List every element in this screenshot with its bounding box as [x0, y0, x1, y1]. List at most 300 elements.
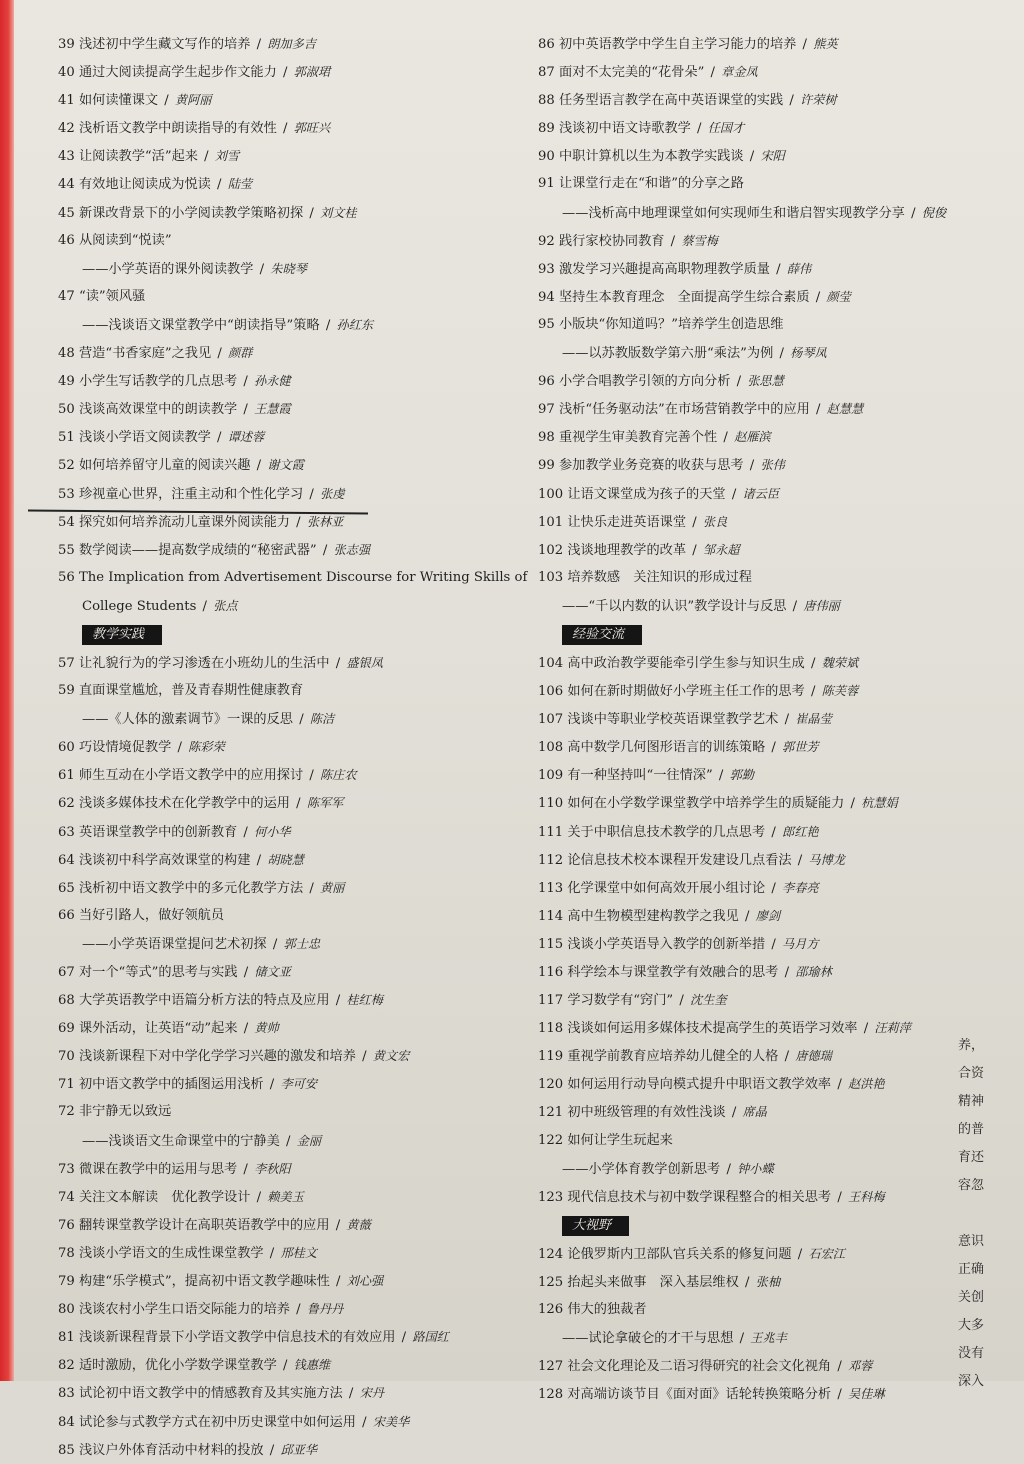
entry-author: 杭慧娟: [861, 796, 898, 811]
entry-number: 68: [58, 993, 75, 1009]
entry-title: 对一个“等式”的思考与实践: [78, 965, 238, 980]
entry-number: 42: [58, 121, 75, 137]
toc-subtitle: College Students / 张点: [82, 598, 238, 614]
toc-entry: 127 社会文化理论及二语习得研究的社会文化视角 / 邓蓉: [538, 1359, 873, 1375]
entry-number: 108: [538, 740, 564, 756]
toc-entry: 43 让阅读教学“活”起来 / 刘雪: [58, 149, 240, 165]
entry-number: 69: [58, 1021, 75, 1037]
entry-title: 浅谈多媒体技术在化学教学中的运用: [78, 796, 290, 812]
entry-title: 从阅读到“悦读”: [78, 232, 172, 248]
entry-number: 61: [58, 768, 75, 784]
toc-entry: 44 有效地让阅读成为悦读 / 陆莹: [58, 177, 253, 193]
entry-number: 90: [538, 149, 555, 165]
entry-author: 汪莉萍: [874, 1021, 911, 1036]
entry-title: 浅谈农村小学生口语交际能力的培养: [78, 1302, 290, 1318]
toc-column-left: [58, 30, 528, 1464]
entry-author: 郎红艳: [782, 824, 819, 839]
entry-title: 让快乐走进英语课堂: [567, 514, 687, 530]
entry-number: 100: [538, 486, 564, 502]
entry-author: 李可安: [280, 1077, 317, 1092]
entry-title: 高中政治教学要能牵引学生参与知识生成: [567, 655, 805, 671]
toc-entry: 57 让礼貌行为的学习渗透在小班幼儿的生活中 / 盛银凤: [58, 655, 383, 671]
entry-number: 59: [58, 683, 75, 699]
entry-author: 王科梅: [847, 1189, 885, 1204]
entry-number: 81: [58, 1330, 75, 1346]
entry-title: 重视学前教育应培养幼儿健全的人格: [567, 1049, 779, 1065]
entry-title: 适时激励，优化小学数学课堂教学: [78, 1358, 277, 1374]
entry-title: 非宁静无以致远: [78, 1104, 172, 1120]
entry-author: 储文亚: [254, 965, 291, 979]
entry-title: 对高端访谈节目《面对面》话轮转换策略分析: [567, 1387, 832, 1403]
entry-title: 浅谈初中科学高效课堂的构建: [78, 852, 251, 868]
toc-entry: [538, 1127, 948, 1155]
entry-title: 中职计算机以生为本教学实践谈: [558, 149, 744, 165]
entry-title: 参加教学业务竞赛的收获与思考: [558, 458, 744, 474]
fragment-line: [958, 780, 1024, 808]
entry-number: 85: [58, 1442, 75, 1458]
toc-entry: 68 大学英语教学中语篇分析方法的特点及应用 / 桂红梅: [58, 993, 383, 1009]
toc-entry: 120 如何运用行动导向模式提升中职语文教学效率 / 赵洪艳: [538, 1077, 885, 1093]
entry-author: 孙红东: [336, 317, 374, 332]
entry-number: 46: [58, 232, 75, 248]
entry-title: 师生互动在小学语文教学中的应用探讨: [78, 768, 304, 784]
entry-title: 如何读懂课文: [78, 93, 159, 109]
toc-entry: 80 浅谈农村小学生口语交际能力的培养 / 鲁丹丹: [58, 1302, 344, 1318]
entry-number: 64: [58, 852, 75, 868]
entry-author: 谢文霞: [267, 458, 304, 473]
entry-author: 朱晓琴: [270, 261, 307, 276]
entry-title: 巧设情境促教学: [78, 740, 172, 756]
entry-title: 社会文化理论及二语习得研究的社会文化视角: [567, 1359, 832, 1375]
entry-author: 沈生奎: [690, 993, 727, 1008]
entry-author: 钱惠维: [293, 1358, 331, 1373]
fragment-line: [958, 640, 1024, 668]
entry-title: ——小学英语的课外阅读教学: [82, 261, 254, 277]
entry-title: “读”领风骚: [78, 288, 146, 304]
entry-title: 高中生物模型建构教学之我见: [567, 908, 739, 924]
toc-entry: 69 课外活动，让英语“动”起来 / 黄帅: [58, 1021, 279, 1037]
fragment-line: 精神: [958, 1094, 985, 1109]
toc-subtitle: ——以苏教版数学第六册“乘法”为例 / 杨琴凤: [562, 346, 827, 362]
entry-number: 122: [538, 1132, 564, 1148]
entry-number: 51: [58, 430, 75, 446]
fragment-line: 没有: [958, 1346, 985, 1361]
fragment-line: [958, 976, 1024, 1004]
entry-number: 62: [58, 796, 75, 812]
fragment-line: 意识: [958, 1234, 985, 1249]
entry-author: 王慧霞: [254, 402, 291, 417]
entry-number: 91: [538, 176, 555, 192]
entry-author: 钟小蝶: [737, 1161, 774, 1176]
toc-entry: 42 浅析语文教学中朗读指导的有效性 / 郭旺兴: [58, 121, 331, 137]
entry-title: 浅析初中语文教学中的多元化教学方法: [78, 880, 304, 896]
entry-author: 盛银凤: [346, 655, 383, 670]
entry-title: 当好引路人，做好领航员: [78, 907, 225, 923]
toc-entry: 99 参加教学业务竞赛的收获与思考 / 张伟: [538, 458, 785, 474]
entry-title: 浅谈小学英语导入教学的创新举措: [567, 936, 766, 952]
entry-number: 110: [538, 796, 564, 812]
entry-number: 107: [538, 712, 564, 728]
toc-entry: 121 初中班级管理的有效性浅谈 / 席晶: [538, 1105, 767, 1121]
entry-number: 101: [538, 514, 564, 530]
entry-number: 74: [58, 1189, 75, 1205]
entry-number: 72: [58, 1104, 75, 1120]
toc-entry: 79 构建“乐学模式”，提高初中语文教学趣味性 / 刘心强: [58, 1274, 384, 1290]
toc-entry: 76 翻转课堂教学设计在高职英语教学中的应用 / 黄薇: [58, 1217, 371, 1233]
entry-title: 让礼貌行为的学习渗透在小班幼儿的生活中: [78, 655, 330, 671]
toc-entry: [538, 170, 948, 198]
toc-entry: 123 现代信息技术与初中数学课程整合的相关思考 / 王科梅: [538, 1189, 885, 1205]
toc-entry: 107 浅谈中等职业学校英语课堂教学艺术 / 崔晶莹: [538, 712, 832, 728]
entry-number: 56: [58, 569, 75, 585]
entry-number: 73: [58, 1161, 75, 1177]
toc-entry: 83 试论初中语文教学中的情感教育及其实施方法 / 宋丹: [58, 1386, 384, 1402]
fragment-line: [958, 696, 1024, 724]
entry-author: 刘心强: [346, 1274, 384, 1289]
entry-number: 117: [538, 993, 564, 1009]
entry-number: 92: [538, 233, 555, 249]
fragment-line: [958, 892, 1024, 920]
entry-title: 浅述初中学生藏文写作的培养: [78, 37, 251, 52]
entry-number: 43: [58, 149, 75, 165]
entry-title: 关注文本解读 优化教学设计: [78, 1189, 251, 1205]
entry-number: 70: [58, 1049, 75, 1065]
entry-number: 98: [538, 430, 555, 446]
entry-author: 李春亮: [782, 880, 819, 895]
entry-author: 金丽: [296, 1133, 322, 1148]
entry-author: 胡晓慧: [267, 852, 304, 867]
section-heading: 大视野: [562, 1216, 629, 1236]
entry-title: 浅谈高效课堂中的朗读教学: [78, 402, 238, 418]
toc-subtitle: ——试论拿破仑的才干与思想 / 王兆丰: [562, 1331, 787, 1347]
toc-entry: [58, 677, 528, 705]
entry-title: 伟大的独裁者: [567, 1302, 647, 1318]
toc-entry: 85 浅议户外体育活动中材料的投放 / 邱亚华: [58, 1442, 317, 1458]
toc-entry: 87 面对不太完美的“花骨朵” / 章金凤: [538, 65, 758, 81]
toc-entry: 100 让语文课堂成为孩子的天堂 / 诸云臣: [538, 486, 780, 502]
toc-entry: 101 让快乐走进英语课堂 / 张良: [538, 514, 728, 530]
toc-entry: 48 营造“书香家庭”之我见 / 颜群: [58, 346, 253, 362]
entry-title: 践行家校协同教育: [558, 233, 665, 249]
entry-title: The Implication from Advertisement Discourse for Writing Skills of: [78, 569, 528, 585]
toc-entry: 60 巧设情境促教学 / 陈彩荣: [58, 740, 225, 756]
section-heading: 教学实践: [82, 625, 162, 645]
entry-author: 张伟: [760, 458, 785, 473]
entry-author: 郭勤: [729, 768, 754, 783]
entry-number: 79: [58, 1274, 75, 1290]
entry-title: 让课堂行走在“和谐”的分享之路: [558, 176, 744, 192]
entry-author: 陆莹: [227, 177, 253, 192]
toc-entry: 96 小学合唱教学引领的方向分析 / 张思慧: [538, 374, 784, 390]
entry-author: 颜莹: [826, 289, 851, 304]
toc-entry: 54 探究如何培养流动儿童课外阅读能力 / 张林亚: [58, 514, 344, 530]
entry-author: 刘文桂: [320, 205, 357, 220]
entry-number: 41: [58, 93, 75, 109]
entry-title: 如何在小学数学课堂教学中培养学生的质疑能力: [567, 796, 845, 812]
entry-title: 高中数学几何图形语言的训练策略: [567, 740, 766, 756]
entry-number: 126: [538, 1302, 564, 1318]
entry-author: 赵慧慧: [826, 402, 864, 417]
entry-number: 76: [58, 1217, 75, 1233]
toc-entry: 128 对高端访谈节目《面对面》话轮转换策略分析 / 吴佳琳: [538, 1387, 885, 1403]
toc-entry: 74 关注文本解读 优化教学设计 / 赖美玉: [58, 1189, 304, 1205]
entry-author: 黄阿丽: [174, 93, 212, 108]
entry-author: 薛伟: [786, 261, 812, 276]
toc-subtitle: ——浅谈语文课堂教学中“朗读指导”策略 / 孙红东: [82, 317, 374, 333]
entry-number: 118: [538, 1021, 564, 1037]
entry-title: ——浅谈语文课堂教学中“朗读指导”策略: [82, 317, 320, 333]
toc-entry: 71 初中语文教学中的插图运用浅析 / 李可安: [58, 1077, 317, 1093]
entry-author: 颜群: [227, 346, 253, 361]
toc-entry: 97 浅析“任务驱动法”在市场营销教学中的应用 / 赵慧慧: [538, 402, 864, 418]
entry-number: 47: [58, 288, 75, 304]
toc-entry: 55 数学阅读——提高数学成绩的“秘密武器” / 张志强: [58, 542, 371, 558]
entry-title: 让语文课堂成为孩子的天堂: [567, 486, 726, 502]
entry-title: 有一种坚持叫“一往情深”: [567, 768, 713, 784]
toc-subtitle: ——小学英语课堂提问艺术初探 / 郭士忠: [82, 936, 321, 952]
entry-title: 珍视童心世界，注重主动和个性化学习: [78, 486, 304, 502]
entry-title: 浅谈新课程下对中学化学学习兴趣的激发和培养: [78, 1049, 356, 1065]
fragment-line: 容忽: [958, 1178, 985, 1193]
entry-author: 张林亚: [306, 514, 344, 529]
entry-number: 65: [58, 880, 75, 896]
entry-number: 95: [538, 316, 555, 332]
entry-title: 浅谈新课程背景下小学语文教学中信息技术的有效应用: [78, 1330, 396, 1346]
entry-number: 103: [538, 569, 564, 585]
fragment-line: 大多: [958, 1318, 985, 1333]
entry-author: 马月方: [782, 936, 819, 951]
toc-entry: 118 浅谈如何运用多媒体技术提高学生的英语学习效率 / 汪莉萍: [538, 1021, 911, 1037]
entry-author: 席晶: [742, 1105, 767, 1120]
entry-number: 89: [538, 121, 555, 137]
entry-author: 李秋阳: [254, 1161, 291, 1176]
toc-entry: 112 论信息技术校本课程开发建设几点看法 / 马博龙: [538, 852, 845, 868]
entry-number: 63: [58, 824, 75, 840]
entry-author: 诸云臣: [742, 486, 780, 501]
entry-author: 陈彩荣: [188, 740, 225, 755]
entry-author: 廖剑: [755, 908, 781, 923]
entry-author: 倪俊: [921, 205, 947, 220]
entry-title: 学习数学有“窍门”: [567, 993, 674, 1009]
entry-title: 小学合唱教学引领的方向分析: [558, 374, 731, 390]
entry-title: 任务型语言教学在高中英语课堂的实践: [558, 93, 784, 109]
entry-number: 125: [538, 1274, 564, 1290]
toc-entry: [538, 1296, 948, 1324]
entry-title: 如何运用行动导向模式提升中职语文教学效率: [567, 1077, 832, 1093]
entry-title: 小学生写话教学的几点思考: [78, 374, 238, 390]
entry-author: 张良: [702, 514, 728, 529]
entry-number: 102: [538, 542, 564, 558]
fragment-line: [958, 1200, 1024, 1228]
entry-author: 黄薇: [346, 1217, 371, 1232]
entry-number: 55: [58, 542, 75, 558]
toc-entry: 73 微课在教学中的运用与思考 / 李秋阳: [58, 1161, 291, 1177]
entry-title: ——以苏教版数学第六册“乘法”为例: [562, 346, 774, 362]
entry-author: 张志强: [333, 542, 371, 557]
entry-number: 93: [538, 261, 555, 277]
entry-author: 郭世芳: [782, 740, 819, 755]
entry-title: ——《人体的激素调节》一课的反思: [82, 712, 293, 728]
entry-author: 蔡雪梅: [681, 233, 718, 248]
toc-entry: 50 浅谈高效课堂中的朗读教学 / 王慧霞: [58, 402, 291, 418]
entry-number: 104: [538, 655, 564, 671]
toc-entry: [58, 1098, 528, 1126]
entry-number: 111: [538, 824, 564, 840]
entry-author: 邱亚华: [280, 1442, 317, 1457]
entry-author: 熊英: [813, 37, 838, 51]
entry-title: 如何让学生玩起来: [567, 1132, 673, 1148]
entry-number: 54: [58, 514, 75, 530]
entry-number: 119: [538, 1049, 564, 1065]
toc-entry: 93 激发学习兴趣提高高职物理教学质量 / 薛伟: [538, 261, 812, 277]
toc-entry: 115 浅谈小学英语导入教学的创新举措 / 马月方: [538, 936, 819, 952]
toc-entry: 53 珍视童心世界，注重主动和个性化学习 / 张虔: [58, 486, 345, 502]
entry-title: 初中语文教学中的插图运用浅析: [78, 1077, 264, 1093]
entry-author: 唐伟丽: [803, 598, 840, 613]
entry-title: ——试论拿破仑的才干与思想: [562, 1331, 734, 1347]
entry-number: 115: [538, 936, 564, 952]
entry-title: 化学课堂中如何高效开展小组讨论: [567, 880, 766, 896]
entry-title: ——小学英语课堂提问艺术初探: [82, 936, 267, 952]
toc-entry: 86 初中英语教学中学生自主学习能力的培养 / 熊英: [538, 37, 838, 52]
entry-author: 陈军军: [306, 796, 344, 811]
toc-entry: 116 科学绘本与课堂教学有效融合的思考 / 邵瑜林: [538, 965, 832, 980]
fragment-line: 的普: [958, 1122, 985, 1137]
entry-title: 试论初中语文教学中的情感教育及其实施方法: [78, 1386, 343, 1402]
toc-entry: 124 论俄罗斯内卫部队官兵关系的修复问题 / 石宏江: [538, 1246, 845, 1262]
entry-number: 45: [58, 205, 75, 221]
toc-entry: 111 关于中职信息技术教学的几点思考 / 郎红艳: [538, 824, 819, 840]
toc-entry: [538, 564, 948, 592]
toc-subtitle: ——《人体的激素调节》一课的反思 / 陈洁: [82, 712, 335, 728]
fragment-line: 正确: [958, 1262, 985, 1277]
toc-entry: 82 适时激励，优化小学数学课堂教学 / 钱惠维: [58, 1358, 331, 1374]
entry-number: 49: [58, 374, 75, 390]
entry-title: 浅析语文教学中朗读指导的有效性: [78, 121, 277, 137]
toc-entry: [538, 311, 948, 339]
entry-title: 大学英语教学中语篇分析方法的特点及应用: [78, 993, 330, 1009]
entry-number: 48: [58, 346, 75, 362]
entry-title: 浅谈地理教学的改革: [567, 542, 687, 558]
entry-title: 课外活动，让英语“动”起来: [78, 1021, 238, 1037]
toc-entry: 52 如何培养留守儿童的阅读兴趣 / 谢文霞: [58, 458, 304, 474]
entry-author: 张虔: [320, 486, 345, 501]
entry-title: 关于中职信息技术教学的几点思考: [567, 824, 766, 840]
entry-title: 新课改背景下的小学阅读教学策略初探: [78, 205, 304, 221]
toc-entry: 119 重视学前教育应培养幼儿健全的人格 / 唐德瑞: [538, 1049, 832, 1065]
toc-entry: 51 浅谈小学语文阅读教学 / 谭述蓉: [58, 430, 265, 446]
entry-title: ——浅谈语文生命课堂中的宁静美: [82, 1133, 280, 1149]
entry-number: 83: [58, 1386, 75, 1402]
entry-title: 坚持生本教育理念 全面提高学生综合素质: [558, 289, 810, 305]
toc-entry: [58, 902, 528, 930]
toc-entry: 109 有一种坚持叫“一往情深” / 郭勤: [538, 768, 754, 784]
toc-entry: 108 高中数学几何图形语言的训练策略 / 郭世芳: [538, 740, 819, 756]
toc-entry: 40 通过大阅读提高学生起步作文能力 / 郭淑珺: [58, 65, 331, 81]
entry-author: 路国红: [412, 1330, 449, 1345]
toc-entry: 62 浅谈多媒体技术在化学教学中的运用 / 陈军军: [58, 796, 344, 812]
toc-entry: 84 试论参与式教学方式在初中历史课堂中如何运用 / 宋美华: [58, 1414, 410, 1430]
entry-title: ——浅析高中地理课堂如何实现师生和谐启智实现教学分享: [562, 205, 905, 221]
entry-title: 浅议户外体育活动中材料的投放: [78, 1442, 264, 1458]
entry-title: 试论参与式教学方式在初中历史课堂中如何运用: [78, 1414, 356, 1430]
toc-subtitle: ——小学英语的课外阅读教学 / 朱晓琴: [82, 261, 307, 277]
entry-author: 章金凤: [721, 65, 758, 80]
entry-title: 浅析“任务驱动法”在市场营销教学中的应用: [558, 402, 810, 418]
entry-number: 97: [538, 402, 555, 418]
entry-title: 小版块“你知道吗？”培养学生创造思维: [558, 316, 784, 332]
entry-title: 科学绘本与课堂教学有效融合的思考: [567, 965, 779, 980]
entry-author: 张点: [213, 598, 238, 613]
entry-title: 营造“书香家庭”之我见: [78, 346, 212, 362]
entry-number: 53: [58, 486, 75, 502]
entry-number: 44: [58, 177, 75, 193]
entry-author: 马博龙: [808, 852, 845, 867]
toc-entry: 102 浅谈地理教学的改革 / 邹永超: [538, 542, 740, 558]
fragment-line: 养，: [958, 1038, 985, 1053]
toc-entry: 88 任务型语言教学在高中英语课堂的实践 / 许荣树: [538, 93, 837, 109]
fragment-line: [958, 948, 1024, 976]
entry-author: 陈芙蓉: [821, 684, 859, 699]
entry-title: 有效地让阅读成为悦读: [78, 177, 211, 193]
entry-title: 翻转课堂教学设计在高职英语教学中的应用: [78, 1217, 330, 1233]
entry-author: 刘雪: [214, 149, 240, 164]
entry-author: 郭士忠: [283, 936, 321, 951]
entry-title: 数学阅读——提高数学成绩的“秘密武器”: [78, 542, 317, 558]
toc-entry: 67 对一个“等式”的思考与实践 / 储文亚: [58, 965, 291, 980]
toc-entry: 70 浅谈新课程下对中学化学学习兴趣的激发和培养 / 黄文宏: [58, 1049, 410, 1065]
toc-subtitle: ——浅谈语文生命课堂中的宁静美 / 金丽: [82, 1133, 322, 1149]
entry-author: 张思慧: [747, 374, 784, 389]
entry-title: 论俄罗斯内卫部队官兵关系的修复问题: [567, 1246, 792, 1262]
entry-author: 孙永健: [254, 374, 291, 389]
entry-title: 探究如何培养流动儿童课外阅读能力: [78, 514, 290, 530]
entry-author: 宋丹: [359, 1386, 384, 1401]
fragment-line: [958, 1004, 1024, 1032]
entry-number: 106: [538, 684, 564, 700]
entry-title: 如何培养留守儿童的阅读兴趣: [78, 458, 251, 474]
toc-entry: 39 浅述初中学生藏文写作的培养 / 朗加多吉: [58, 37, 316, 52]
entry-author: 邓蓉: [847, 1359, 873, 1374]
entry-author: 王兆丰: [750, 1331, 787, 1346]
entry-author: 郭淑珺: [293, 65, 331, 80]
entry-author: 朗加多吉: [267, 37, 316, 51]
entry-title: College Students: [82, 598, 197, 614]
entry-number: 88: [538, 93, 555, 109]
fragment-line: [958, 864, 1024, 892]
entry-number: 84: [58, 1414, 75, 1430]
entry-number: 128: [538, 1387, 564, 1403]
entry-author: 黄帅: [254, 1021, 279, 1036]
toc-entry: 106 如何在新时期做好小学班主任工作的思考 / 陈芙蓉: [538, 684, 859, 700]
entry-number: 40: [58, 65, 75, 81]
entry-title: 面对不太完美的“花骨朵”: [558, 65, 705, 81]
fragment-line: [958, 752, 1024, 780]
entry-number: 114: [538, 908, 564, 924]
toc-entry: [58, 227, 528, 255]
entry-number: 86: [538, 37, 555, 52]
fragment-line: 关创: [958, 1290, 985, 1305]
entry-number: 127: [538, 1359, 564, 1375]
entry-number: 80: [58, 1302, 75, 1318]
entry-title: 重视学生审美教育完善个性: [558, 430, 718, 446]
entry-number: 60: [58, 740, 75, 756]
entry-author: 赵洪艳: [847, 1077, 885, 1092]
section-heading: 经验交流: [562, 625, 642, 645]
toc-entry: 104 高中政治教学要能牵引学生参与知识生成 / 魏荣斌: [538, 655, 859, 671]
toc-subtitle: ——小学体育教学创新思考 / 钟小蝶: [562, 1161, 774, 1177]
entry-number: 113: [538, 880, 564, 896]
